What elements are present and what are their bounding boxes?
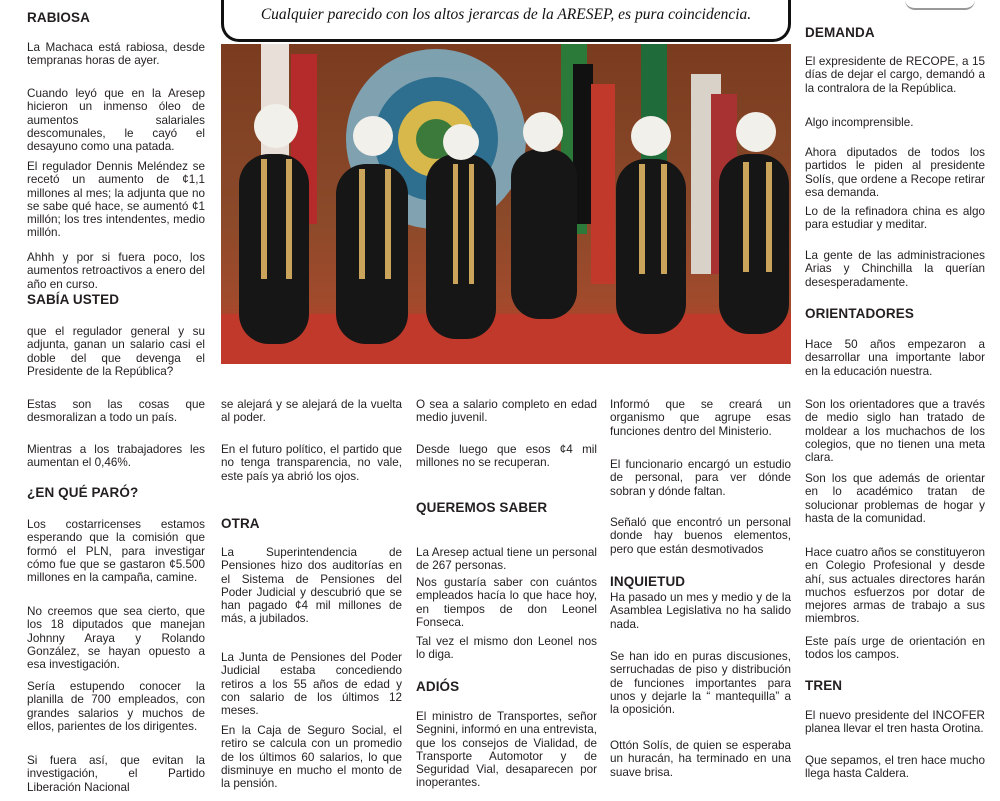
paragraph: se alejará y se alejará de la vuelta al poder. — [221, 398, 402, 425]
heading-tren: TREN — [805, 678, 843, 693]
paragraph: Son los que además de orientar en lo académico tratan de solucionar problemas de hogar y hasta de la comunidad. — [805, 472, 985, 525]
paragraph: La Aresep actual tiene un personal de 267 personas. — [416, 546, 597, 573]
group-photo-illustration — [221, 44, 791, 364]
paragraph: Informó que se creará un organismo que agrupe esas funciones dentro del Ministerio. — [610, 398, 791, 438]
heading-orientadores: ORIENTADORES — [805, 306, 914, 321]
corner-ornament — [905, 0, 975, 10]
paragraph: En la Caja de Seguro Social, el retiro se calcula con un promedio de los últimos 60 salarios, lo que disminuye en mucho el monto de la pensión. — [221, 724, 402, 791]
group-photo — [221, 44, 791, 364]
paragraph: Cuando leyó que en la Aresep hicieron un inmenso óleo de aumentos salariales descomunales, le cayó el desayuno como una patada. — [27, 87, 205, 154]
paragraph: Tal vez el mismo don Leonel nos lo diga. — [416, 635, 597, 662]
paragraph: Mientras a los trabajadores les aumentan el 0,46%. — [27, 443, 205, 470]
paragraph: Ha pasado un mes y medio y de la Asamblea Legislativa no ha salido nada. — [610, 591, 791, 631]
heading-sabia-usted: SABÍA USTED — [27, 292, 120, 307]
paragraph: El funcionario encargó un estudio de personal, para ver dónde sobran y dónde faltan. — [610, 458, 791, 498]
paragraph: O sea a salario completo en edad medio juvenil. — [416, 398, 597, 425]
paragraph: La gente de las administraciones Arias y Chinchilla la querían desesperadamente. — [805, 249, 985, 289]
paragraph: Ahora diputados de todos los partidos le piden al presidente Solís, que ordene a Recope retirar esa demanda. — [805, 146, 985, 199]
paragraph: Ottón Solís, de quien se esperaba un huracán, ha terminado en una suave brisa. — [610, 739, 791, 779]
paragraph: que el regulador general y su adjunta, ganan un salario casi el doble del que devenga el Presidente de la República? — [27, 325, 205, 378]
paragraph: El ministro de Transportes, señor Segnini, informó en una entrevista, que los consejos de Vialidad, de Transporte Automotor y de Seguridad Vial, desaparecen por inoperantes. — [416, 710, 597, 790]
paragraph: Algo incomprensible. — [805, 116, 914, 129]
paragraph: Los costarricenses estamos esperando que la comisión que formó el PLN, para investigar cómo fue que se gastaron ¢5.500 millones en la campaña, camine. — [27, 518, 205, 585]
paragraph: No creemos que sea cierto, que los 18 diputados que manejan Johnny Araya y Rolando González, se hayan opuesto a esa investigación. — [27, 605, 205, 672]
paragraph: Si fuera así, que evitan la investigación, el Partido Liberación Nacional — [27, 754, 205, 794]
paragraph: Señaló que encontró un personal donde hay buenos elementos, pero que están desmotivados — [610, 516, 791, 556]
photo-caption-frame — [221, 0, 791, 42]
heading-rabiosa: RABIOSA — [27, 10, 90, 25]
paragraph: Ahhh y por si fuera poco, los aumentos retroactivos a enero del año en curso. — [27, 251, 205, 291]
paragraph: Estas son las cosas que desmoralizan a todo un país. — [27, 398, 205, 425]
heading-inquietud: INQUIETUD — [610, 574, 686, 589]
paragraph: Este país urge de orientación en todos los campos. — [805, 635, 985, 662]
paragraph: Hace 50 años empezaron a desarrollar una importante labor en la educación nuestra. — [805, 338, 985, 378]
paragraph: Son los orientadores que a través de medio siglo han tratado de moldear a los muchachos de los colegios, que no tienen una meta clara. — [805, 398, 985, 465]
paragraph: En el futuro político, el partido que no tenga transparencia, no vale, este país ya abrió los ojos. — [221, 443, 402, 483]
heading-demanda: DEMANDA — [805, 25, 875, 40]
paragraph: La Machaca está rabiosa, desde tempranas horas de ayer. — [27, 41, 205, 68]
paragraph: El regulador Dennis Meléndez se recetó un aumento de ¢1,1 millones al mes; la adjunta que no se sabe qué hace, se aumentó ¢1 millón; los tres intendentes, medio millón. — [27, 160, 205, 240]
paragraph: Que sepamos, el tren hace mucho llega hasta Caldera. — [805, 754, 985, 781]
heading-en-que-paro: ¿EN QUÉ PARÓ? — [27, 485, 139, 500]
paragraph: Se han ido en puras discusiones, serruchadas de piso y distribución de funciones importantes para unos y dejarle la “ mantequilla” a la oposición. — [610, 650, 791, 717]
heading-otra: OTRA — [221, 516, 260, 531]
heading-queremos-saber: QUEREMOS SABER — [416, 500, 548, 515]
paragraph: Sería estupendo conocer la planilla de 700 empleados, con grandes salarios y muchos de ellos, parientes de los dirigentes. — [27, 680, 205, 733]
paragraph: Lo de la refinadora china es algo para estudiar y meditar. — [805, 205, 985, 232]
heading-adios: ADIÓS — [416, 679, 460, 694]
photo-caption: Cualquier parecido con los altos jerarcas de la ARESEP, es pura coincidencia. — [260, 6, 752, 23]
paragraph: La Junta de Pensiones del Poder Judicial estaba concediendo retiros a los 55 años de edad y con salario de los últimos 12 meses. — [221, 651, 402, 718]
paragraph: Nos gustaría saber con cuántos empleados hacía lo que hace hoy, en tiempos de don Leonel Fonseca. — [416, 576, 597, 629]
paragraph: La Superintendencia de Pensiones hizo dos auditorías en el Sistema de Pensiones del Poder Judicial y descubrió que se han pagado ¢4 mil millones de más, a jubilados. — [221, 546, 402, 626]
paragraph: Hace cuatro años se constituyeron en Colegio Profesional y desde ahí, sus actuales directores harán muchos esfuerzos por dotar de mejores armas de trabajo a sus miembros. — [805, 546, 985, 626]
paragraph: El expresidente de RECOPE, a 15 días de dejar el cargo, demandó a la contralora de la República. — [805, 55, 985, 95]
paragraph: Desde luego que esos ¢4 mil millones no se recuperan. — [416, 443, 597, 470]
paragraph: El nuevo presidente del INCOFER planea llevar el tren hasta Orotina. — [805, 709, 985, 736]
